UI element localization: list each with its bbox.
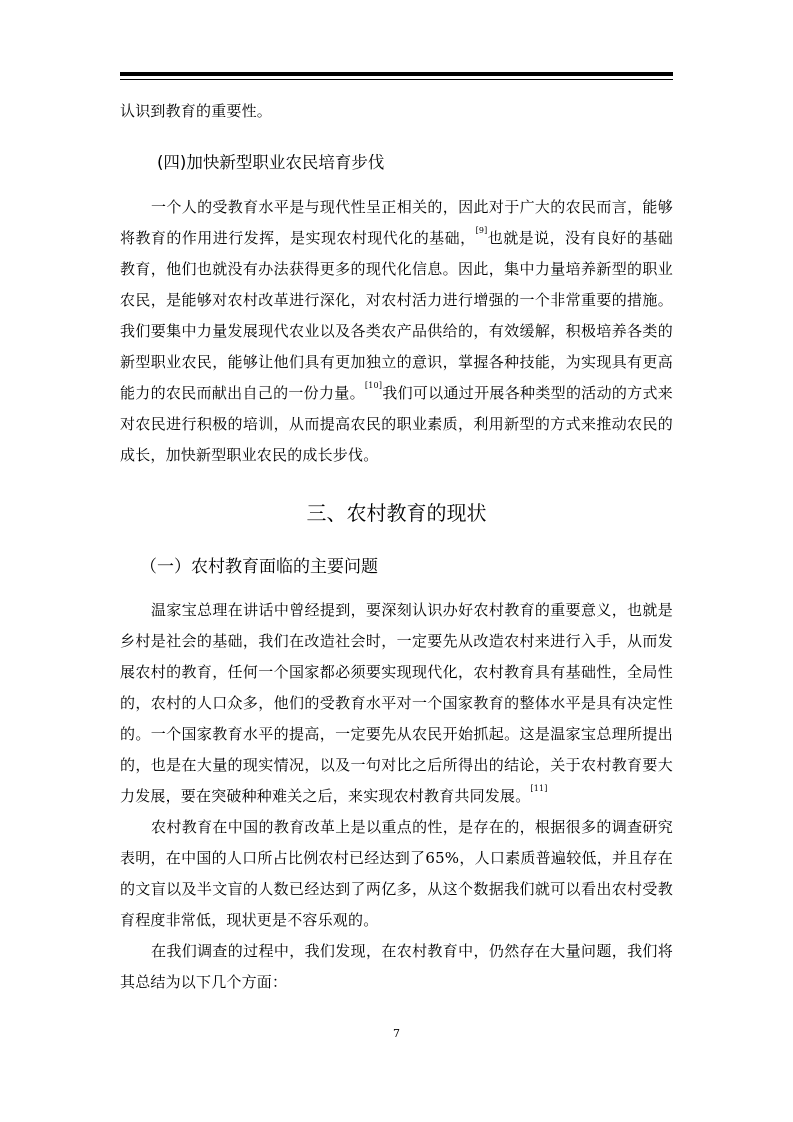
paragraph-text: 温家宝总理在讲话中曾经提到，要深刻认识办好农村教育的重要意义，也就是乡村是社会的基础，我们在改造社会时，一定要先从改造农村来进行入手，从而发展农村的教育，任何一个国家都必须要实现现代化，农村教育具有基础性，全局性的，农村的人口众多，他们的受教育水平对一个国家教育的整体水平是具有决定性的。一个国家教育水平的提高，一定要先从农民开始抓起。这是温家宝总理所提出的，也是在大量的现实情况，以及一句对比之后所得出的结论，关于农村教育要大力发展，要在突破种种难关之后，来实现农村教育共同发展。 xyxy=(120,601,673,805)
header-rule-thick xyxy=(120,72,673,76)
citation-9: [9] xyxy=(475,226,488,235)
paragraph-text: 一个人的受教育水平是与现代性呈正相关的，因此对于广大的农民而言，能够将教育的作用进行发挥，是实现农村现代化的基础， xyxy=(120,198,673,247)
paragraph-continued: 认识到教育的重要性。 xyxy=(120,102,273,120)
page-number: 7 xyxy=(393,1027,400,1040)
chapter-heading-three: 三、农村教育的现状 xyxy=(306,501,487,525)
section-heading-one: （一）农村教育面临的主要问题 xyxy=(140,557,378,577)
paragraph-rural-status: 农村教育在中国的教育改革上是以重点的性，是存在的，根据很多的调查研究表明，在中国的人口所占比例农村已经达到了65%，人口素质普遍较低，并且存在的文盲以及半文盲的人数已经达到了两亿多，从这个数据我们就可以看出农村受教育程度非常低，现状更是不容乐观的。 xyxy=(120,818,673,929)
paragraph-wen-jiabao xyxy=(120,595,673,812)
section-heading-four: (四)加快新型职业农民培育步伐 xyxy=(157,153,385,172)
header-rule-thin xyxy=(120,79,673,80)
paragraph-text: 也就是说，没有良好的基础教育，他们也就没有办法获得更多的现代化信息。因此，集中力量培养新型的职业农民，是能够对农村改革进行深化，对农村活力进行增强的一个非常重要的措施。我们要集中力量发展现代农业以及各类农产品供给的，有效缓解，积极培养各类的新型职业农民，能够让他们具有更加独立的意识，掌握各种技能，为实现具有更高能力的农民而献出自己的一份力量。 xyxy=(120,229,674,402)
paragraph-survey-summary: 在我们调查的过程中，我们发现，在农村教育中，仍然存在大量问题，我们将其总结为以下几个方面： xyxy=(120,942,673,991)
paragraph-new-farmers xyxy=(120,192,673,471)
page-content xyxy=(120,96,673,998)
citation-11: [11] xyxy=(530,784,548,793)
paragraph-text: 我们可以通过开展各种类型的活动的方式来对农民进行积极的培训，从而提高农民的职业素质，利用新型的方式来推动农民的成长，加快新型职业农民的成长步伐。 xyxy=(120,384,673,464)
citation-10: [10] xyxy=(364,381,383,390)
